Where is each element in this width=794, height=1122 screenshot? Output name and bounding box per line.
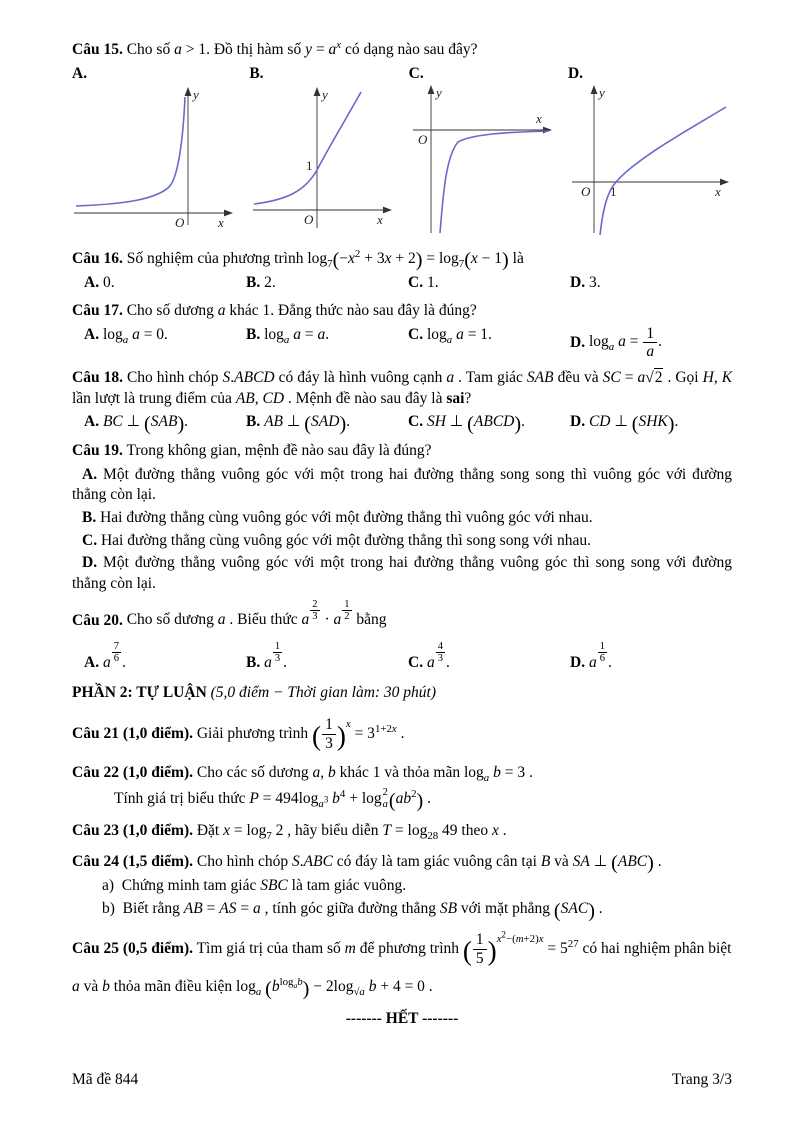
x-axis-arrow-icon	[543, 126, 552, 133]
end-marker: ------- HẾT -------	[345, 1010, 459, 1028]
option-label: D.	[570, 413, 586, 431]
option-label: A.	[84, 325, 100, 343]
question-19	[72, 441, 732, 462]
q19-option-d	[72, 553, 732, 594]
question-19-label: Câu 19.	[72, 442, 123, 460]
q20-option-d	[570, 641, 732, 673]
option-value: Một đường thẳng vuông góc với một trong hai đường thẳng vuông góc thì song song với đường thẳng còn lại.	[72, 554, 733, 592]
part2-subtitle: (5,0 điểm − Thời gian làm: 30 phút)	[206, 684, 437, 702]
origin-label: O	[304, 211, 314, 227]
q18-option-c	[408, 412, 570, 434]
option-value: a $\frac{1}{6}$ .	[588, 640, 612, 671]
question-21	[72, 716, 732, 753]
item-label: b)	[102, 899, 115, 917]
q15-option-a-label: A.	[72, 64, 88, 82]
question-23-label: Câu 23 (1,0 điểm).	[72, 821, 193, 839]
q15-option-d	[568, 64, 732, 241]
question-16-label: Câu 16.	[72, 249, 123, 267]
part2-title: PHẦN 2: TỰ LUẬN	[72, 684, 207, 702]
origin-label: O	[175, 214, 185, 230]
question-25-line2: a và b thỏa mãn điều kiện $\log_a (b^{log_ab}) - 2\log_{√a}$ b + 4 = 0 .	[72, 976, 433, 1000]
option-label: C.	[408, 325, 424, 343]
q20-options	[84, 641, 732, 673]
footer-exam-code: Mã đề 844	[72, 1071, 139, 1088]
question-21-text: Giải phương trình ( $\frac{1}{3}$ )$^x = 3^{1+2x}$ .	[196, 716, 405, 752]
question-24-label: Câu 24 (1,5 điểm).	[72, 852, 193, 870]
option-value: Hai đường thẳng cùng vuông góc với một đường thẳng thì song song với nhau.	[100, 531, 591, 549]
question-24-text: Cho hình chóp S.ABC có đáy là tam giác vuông cân tại B và SA ⊥ (ABC) .	[196, 852, 662, 875]
option-label: D.	[570, 653, 586, 671]
option-label: A.	[84, 413, 100, 431]
option-label: A.	[82, 465, 98, 483]
option-value: $\log_a a = a$.	[264, 325, 330, 346]
item-label: a)	[102, 877, 115, 895]
q15-graph-options	[72, 64, 732, 241]
q18-option-b	[246, 412, 408, 434]
q16-options	[84, 273, 732, 294]
option-value: 3.	[588, 274, 601, 292]
q20-option-b	[246, 641, 408, 673]
option-label: B.	[246, 653, 261, 671]
question-19-text: Trong không gian, mệnh đề nào sau đây là đúng?	[126, 442, 432, 460]
q17-option-b	[246, 325, 408, 346]
axis-label-y: y	[598, 84, 605, 100]
option-label: C.	[408, 274, 424, 292]
option-label: D.	[82, 554, 98, 572]
question-24	[72, 852, 732, 874]
part2-heading	[72, 683, 732, 704]
option-label: B.	[246, 413, 261, 431]
option-value: 2.	[264, 274, 276, 292]
y-axis-arrow-icon	[427, 85, 434, 94]
y-axis-arrow-icon	[185, 87, 192, 96]
q24-item-a	[72, 876, 732, 897]
graph-d-logarithm	[568, 83, 732, 241]
axis-label-y: y	[435, 84, 442, 100]
question-25	[72, 928, 732, 968]
graph-a-exponential	[72, 83, 240, 241]
option-label: B.	[246, 274, 261, 292]
option-value: $\log_a a = 0$.	[102, 325, 168, 346]
option-value: 0.	[102, 274, 115, 292]
item-value: Biết rằng AB = AS = a , tính góc giữa đường thẳng SB với mặt phẳng (SAC) .	[122, 899, 603, 922]
question-20-label: Câu 20.	[72, 611, 123, 629]
graph-b-exponential	[249, 83, 399, 241]
option-value: a $\frac{1}{3}$ .	[264, 640, 287, 671]
q15-option-b-label: B.	[249, 64, 264, 82]
q17-option-c	[408, 325, 570, 346]
x-axis-arrow-icon	[720, 178, 729, 185]
option-value: $\log_a a$ = $\frac{1}{a}$ .	[588, 324, 662, 361]
footer-page-number: Trang 3/3	[671, 1071, 732, 1088]
question-22-text: Cho các số dương a, b khác 1 và thỏa mãn $\log_a b = 3$ .	[196, 763, 533, 784]
q17-options	[84, 325, 732, 362]
option-label: B.	[82, 509, 97, 527]
q19-option-c	[72, 531, 732, 552]
question-18-text: Cho hình chóp S.ABCD có đáy là hình vuông cạnh a . Tam giác SAB đều và SC = a√2 . Gọi H, K lần lượt là trung điểm của AB, CD . Mệnh đề nào sau đây là sai?	[72, 369, 733, 407]
question-15-label: Câu 15.	[72, 41, 123, 58]
q19-option-a	[72, 465, 732, 506]
q15-option-c-label: C.	[408, 64, 424, 82]
x-axis-arrow-icon	[383, 206, 392, 213]
axis-label-x: x	[377, 211, 384, 227]
question-21-label: Câu 21 (1,0 điểm).	[72, 724, 193, 742]
option-label: A.	[84, 274, 100, 292]
page-footer	[72, 1070, 732, 1091]
x-axis-arrow-icon	[224, 209, 233, 216]
curve	[76, 97, 185, 206]
q17-option-d	[570, 325, 732, 362]
origin-label: O	[580, 183, 591, 199]
question-17-text: Cho số dương a khác 1. Đẳng thức nào sau đây là đúng?	[126, 302, 477, 319]
q24-item-b	[72, 899, 732, 921]
q15-option-c	[409, 64, 559, 241]
question-23	[72, 821, 732, 842]
question-22	[72, 763, 732, 784]
axis-label-x: x	[714, 183, 721, 199]
question-15	[72, 40, 732, 61]
option-label: C.	[408, 413, 424, 431]
option-label: B.	[246, 325, 261, 343]
q16-option-a	[84, 273, 246, 294]
q18-option-a	[84, 412, 246, 434]
question-18-label: Câu 18.	[72, 369, 123, 387]
curve	[600, 107, 726, 235]
question-23-text: Đặt $x = \log_7 2$ , hãy biểu diễn $T = \log_{28} 49$ theo x .	[196, 821, 507, 843]
axis-label-x: x	[535, 110, 542, 126]
question-22-label: Câu 22 (1,0 điểm).	[72, 763, 193, 781]
question-25-text: Tìm giá trị của tham số m để phương trình ( $\frac{1}{5}$ )$^{x^2-(m+2)x} = 5^{27}$ có hai nghiệm phân biệt	[196, 928, 732, 967]
option-label: D.	[570, 333, 586, 351]
question-15-text: Cho số a > 1. Đồ thị hàm số $y = a^x$ có dạng nào sau đây?	[126, 38, 478, 58]
q18-option-d	[570, 412, 732, 434]
question-16	[72, 249, 732, 271]
origin-label: O	[417, 131, 428, 147]
q19-option-b	[72, 508, 732, 529]
option-value: Hai đường thẳng cùng vuông góc với một đường thẳng thì vuông góc với nhau.	[100, 509, 593, 527]
q15-option-d-label: D.	[567, 64, 584, 82]
option-value: BC ⊥ (SAB).	[102, 413, 189, 436]
tick-label-1: 1	[609, 183, 617, 199]
axis-label-y: y	[193, 86, 199, 102]
question-20-text: Cho số dương a . Biểu thức a $\frac{2}{3}$ · a $\frac{1}{2}$ bằng	[126, 598, 387, 629]
option-value: AB ⊥ (SAD).	[264, 413, 351, 436]
option-value: a $\frac{4}{3}$ .	[426, 640, 450, 671]
option-value: $\log_a a = 1$.	[426, 325, 492, 346]
tick-label-1: 1	[306, 157, 313, 173]
curve	[254, 92, 361, 204]
graph-c-curve	[409, 83, 559, 241]
question-16-text: Số nghiệm của phương trình $\log_7(-x^2 + 3x + 2) = \log_7(x - 1)$ là	[126, 247, 524, 272]
option-value: SH ⊥ (ABCD).	[426, 413, 525, 436]
q17-option-a	[84, 325, 246, 346]
option-label: C.	[82, 531, 98, 549]
q16-option-d	[570, 273, 732, 294]
question-25-label: Câu 25 (0,5 điểm).	[72, 939, 193, 957]
question-17	[72, 301, 732, 322]
option-label: D.	[570, 274, 586, 292]
option-value: Một đường thẳng vuông góc với một trong hai đường thẳng song song thì vuông góc với đường thẳng còn lại.	[72, 465, 733, 504]
question-22-line2: Tính giá trị biểu thức $P = 494\log_{a^3}$ $b^4 + \log$ 2 a $(ab^2)$ .	[114, 787, 432, 812]
q18-options	[84, 412, 732, 434]
question-18	[72, 368, 732, 409]
option-label: C.	[408, 653, 424, 671]
option-value: 1.	[426, 274, 439, 292]
q16-option-b	[246, 273, 408, 294]
question-20	[72, 599, 732, 631]
option-value: a $\frac{7}{6}$ .	[102, 640, 126, 671]
y-axis-arrow-icon	[591, 85, 598, 94]
q16-option-c	[408, 273, 570, 294]
option-label: A.	[84, 653, 100, 671]
y-axis-arrow-icon	[314, 87, 321, 96]
curve	[440, 131, 549, 233]
q20-option-c	[408, 641, 570, 673]
item-value: Chứng minh tam giác SBC là tam giác vuông.	[121, 877, 407, 895]
axis-label-x: x	[218, 214, 224, 230]
q15-option-a	[72, 64, 240, 241]
question-17-label: Câu 17.	[72, 302, 123, 319]
option-value: CD ⊥ (SHK).	[588, 413, 679, 436]
axis-label-y: y	[322, 86, 329, 102]
q20-option-a	[84, 641, 246, 673]
q15-option-b	[249, 64, 399, 241]
